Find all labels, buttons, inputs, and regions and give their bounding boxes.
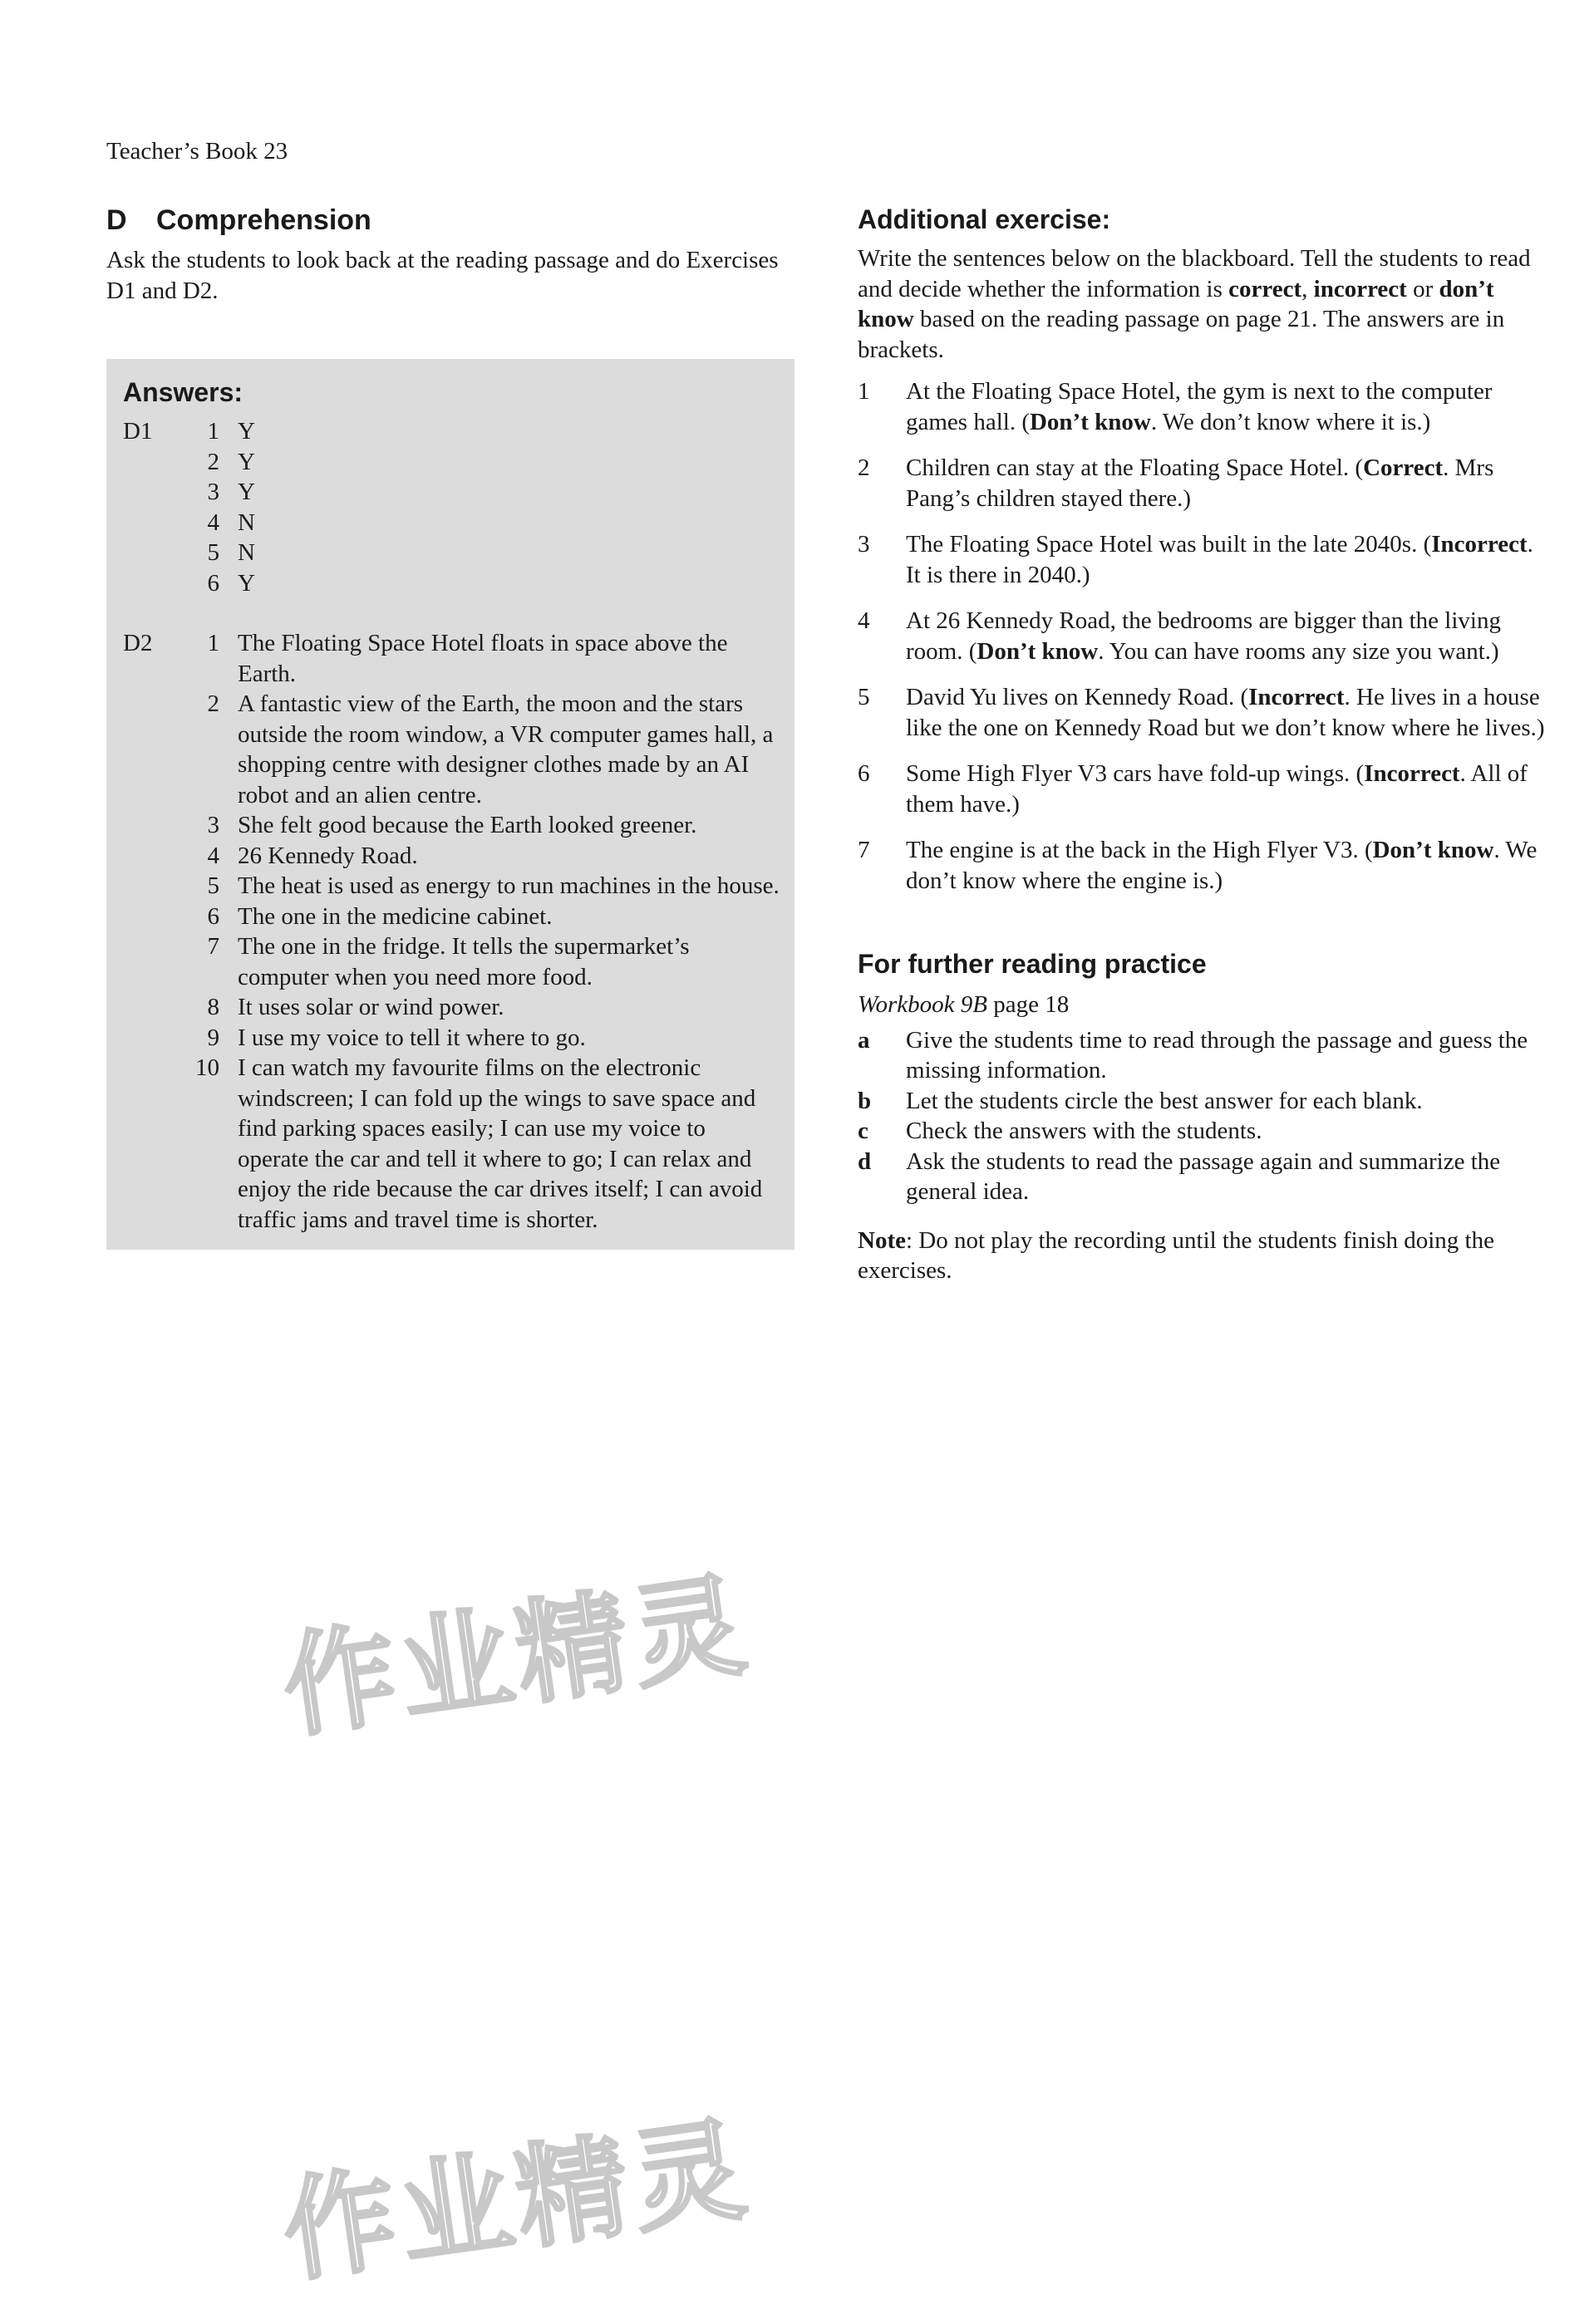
intro-text: or (1406, 275, 1439, 302)
d1-answer-row (171, 568, 780, 599)
exercise-item (858, 759, 1547, 819)
further-reading-step (858, 1147, 1547, 1207)
exercise-item (858, 453, 1547, 513)
d1-answer-number: 4 (207, 509, 219, 536)
d1-answer-text: Y (238, 448, 255, 475)
exercise-item-explanation: . Mrs Pang’s children stayed there.) (906, 454, 1494, 512)
d1-answers (123, 416, 780, 598)
exercise-item-text (906, 529, 1547, 590)
d2-list (171, 628, 780, 1235)
d2-answer-row (171, 931, 780, 992)
additional-exercise-title: Additional exercise: (858, 204, 1111, 234)
exercise-item-statement: At the Floating Space Hotel, the gym is next to the computer games hall. ( (906, 378, 1493, 435)
d2-answers (123, 628, 780, 1235)
watermark: 作业精灵 (275, 1559, 758, 1754)
note (858, 1226, 1547, 1286)
d2-answer-row (171, 902, 780, 932)
d2-answer-number: 6 (207, 902, 219, 930)
d1-answer-number: 6 (207, 569, 219, 597)
page-header: Teacher’s Book 23 (106, 138, 288, 165)
exercise-item-statement: Children can stay at the Floating Space Hotel. ( (906, 454, 1364, 481)
exercise-item-explanation: . We don’t know where it is.) (1150, 408, 1431, 435)
d2-answer-number: 10 (195, 1054, 219, 1081)
additional-exercise-list (858, 376, 1547, 896)
section-heading (106, 204, 795, 237)
d2-answer-number: 7 (207, 933, 219, 960)
d1-answer-number: 2 (207, 448, 219, 475)
d2-answer-row (171, 1053, 780, 1235)
step-text: Let the students circle the best answer for each blank. (906, 1087, 1423, 1114)
d1-answer-text: Y (238, 418, 255, 445)
intro-dont-know: don’t know (858, 275, 1494, 332)
d1-list (171, 416, 780, 598)
note-text: : Do not play the recording until the students finish doing the exercises. (858, 1226, 1494, 1284)
watermark: 作业精灵 (275, 2103, 758, 2298)
exercise-item-answer: Don’t know (1372, 837, 1494, 863)
d1-answer-row (171, 508, 780, 538)
exercise-item-explanation: . You can have rooms any size you want.) (1098, 637, 1499, 665)
exercise-item-explanation: . It is there in 2040.) (906, 531, 1533, 588)
further-reading-title: For further reading practice (858, 949, 1207, 979)
d2-answer-text: I can watch my favourite films on the electronic windscreen; I can fold up the wings to save space and find parking spaces easily; I can use my voice to operate the car and tell it where to go; I can relax and enjoy the ride because the car drives itself; I can avoid traffic jams and travel time is shorter. (238, 1054, 763, 1233)
d2-answer-row (171, 841, 780, 872)
d2-answer-text: 26 Kennedy Road. (238, 842, 418, 869)
exercise-item-number: 7 (858, 837, 870, 863)
d1-answer-row (171, 447, 780, 478)
intro-incorrect: incorrect (1313, 275, 1407, 302)
d2-answer-number: 2 (207, 690, 219, 717)
d2-answer-number: 5 (207, 872, 219, 899)
exercise-item-explanation: . We don’t know where the engine is.) (906, 837, 1537, 894)
exercise-item-number: 5 (858, 684, 870, 710)
d2-label: D2 (123, 630, 153, 656)
d1-answer-number: 1 (207, 418, 219, 445)
exercise-item-number: 4 (858, 607, 870, 634)
workbook-name: Workbook 9B (858, 991, 987, 1018)
d2-answer-row (171, 871, 780, 902)
exercise-item-answer: Incorrect (1431, 531, 1528, 558)
exercise-item-number: 3 (858, 531, 870, 558)
exercise-item (858, 529, 1547, 590)
right-column (858, 204, 1547, 1286)
d2-answer-row (171, 628, 780, 689)
intro-text: Write the sentences below on the blackboard. Tell the students to read and decide whether the information is (858, 245, 1531, 302)
d2-answer-text: She felt good because the Earth looked greener. (238, 812, 697, 838)
exercise-item (858, 376, 1547, 437)
section-intro: Ask the students to look back at the reading passage and do Exercises D1 and D2. (106, 247, 779, 304)
exercise-item-text (906, 682, 1547, 743)
exercise-item-statement: The engine is at the back in the High Flyer V3. ( (906, 837, 1373, 863)
step-text: Ask the students to read the passage again and summarize the general idea. (906, 1147, 1501, 1205)
d2-answer-row (171, 992, 780, 1023)
step-text: Give the students time to read through the passage and guess the missing information. (906, 1026, 1528, 1083)
d1-answer-text: Y (238, 479, 255, 505)
step-text: Check the answers with the students. (906, 1118, 1262, 1144)
d1-answer-text: N (238, 539, 255, 566)
exercise-item-answer: Don’t know (977, 637, 1099, 665)
d2-answer-number: 4 (207, 842, 219, 869)
d2-answer-text: The Floating Space Hotel floats in space above the Earth. (238, 630, 728, 687)
exercise-item-text (906, 376, 1547, 437)
section-title: Comprehension (156, 204, 371, 236)
exercise-item (858, 835, 1547, 896)
exercise-item-text (906, 453, 1547, 513)
exercise-item-answer: Incorrect (1364, 760, 1460, 787)
exercise-item-explanation: . He lives in a house like the one on Kennedy Road but we don’t know where he lives.) (906, 684, 1545, 741)
exercise-item-text (906, 606, 1547, 666)
exercise-item-statement: The Floating Space Hotel was built in the late 2040s. ( (906, 531, 1432, 558)
d2-answer-text: A fantastic view of the Earth, the moon and the stars outside the room window, a VR computer games hall, a shopping centre with designer clothes made by an AI robot and an alien centre. (238, 690, 774, 808)
exercise-item-number: 2 (858, 454, 870, 481)
further-reading-step (858, 1086, 1547, 1117)
exercise-item-explanation: . All of them have.) (906, 760, 1528, 818)
further-reading-steps (858, 1025, 1547, 1207)
additional-exercise-intro (858, 243, 1547, 365)
section-letter: D (106, 204, 127, 236)
exercise-item-statement: David Yu lives on Kennedy Road. ( (906, 684, 1249, 710)
workbook-reference (858, 990, 1547, 1020)
exercise-item-statement: Some High Flyer V3 cars have fold-up wings. ( (906, 760, 1365, 787)
d1-label: D1 (123, 418, 153, 445)
step-letter: b (858, 1087, 872, 1114)
intro-correct: correct (1228, 275, 1302, 302)
exercise-item-number: 1 (858, 378, 870, 405)
further-reading-step (858, 1116, 1547, 1147)
d2-answer-text: It uses solar or wind power. (238, 994, 504, 1020)
exercise-item-answer: Don’t know (1029, 408, 1151, 435)
further-reading-step (858, 1025, 1547, 1086)
d1-answer-number: 5 (207, 539, 219, 566)
step-letter: d (858, 1147, 872, 1175)
d1-answer-text: Y (238, 569, 255, 597)
step-letter: a (858, 1026, 870, 1054)
exercise-item-text (906, 759, 1547, 819)
d1-answer-text: N (238, 509, 255, 536)
d1-answer-row (171, 416, 780, 447)
d1-answer-row (171, 538, 780, 568)
d2-answer-text: The one in the medicine cabinet. (238, 902, 553, 930)
answers-title: Answers: (123, 377, 244, 407)
d2-answer-row (171, 689, 780, 810)
note-label: Note (858, 1226, 906, 1254)
intro-text: , (1301, 275, 1314, 302)
d1-answer-row (171, 477, 780, 508)
d2-answer-row (171, 810, 780, 841)
left-column (106, 204, 795, 1250)
d2-answer-text: The one in the fridge. It tells the supermarket’s computer when you need more food. (238, 933, 690, 990)
exercise-item-answer: Incorrect (1248, 684, 1345, 710)
d2-answer-number: 3 (207, 812, 219, 838)
intro-text: based on the reading passage on page 21. The answers are in brackets. (858, 306, 1505, 363)
exercise-item (858, 682, 1547, 743)
d2-answer-text: The heat is used as energy to run machines in the house. (238, 872, 780, 899)
exercise-item (858, 606, 1547, 666)
d1-answer-number: 3 (207, 479, 219, 505)
exercise-item-number: 6 (858, 760, 870, 787)
d2-answer-number: 8 (207, 994, 219, 1020)
exercise-item-text (906, 835, 1547, 896)
answers-box (106, 359, 795, 1250)
step-letter: c (858, 1118, 868, 1144)
d2-answer-row (171, 1023, 780, 1054)
d2-answer-number: 1 (207, 630, 219, 656)
d2-answer-text: I use my voice to tell it where to go. (238, 1024, 586, 1051)
workbook-page: page 18 (987, 991, 1070, 1018)
exercise-item-answer: Correct (1363, 454, 1444, 481)
d2-answer-number: 9 (207, 1024, 219, 1051)
exercise-item-statement: At 26 Kennedy Road, the bedrooms are bigger than the living room. ( (906, 607, 1501, 665)
